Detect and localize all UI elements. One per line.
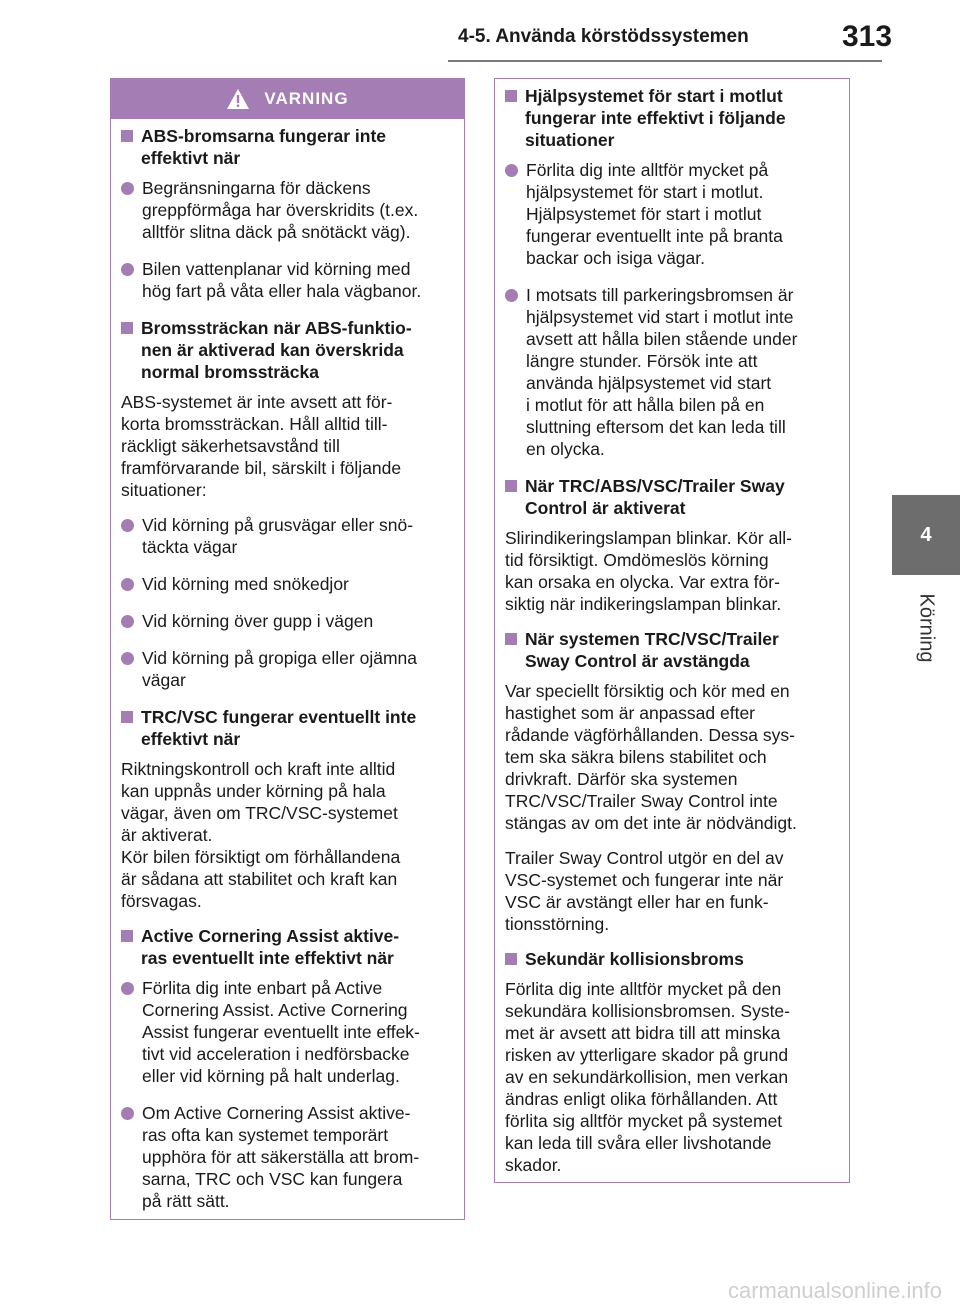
bullet-text: Om Active Cornering Assist aktive- ras ofta kan systemet temporärt upphöra för att säkerställa att brom- sarna, TRC och VSC kan fungera på rätt sätt. xyxy=(142,1103,420,1211)
subheading xyxy=(121,317,452,383)
bullet-text: Vid körning över gupp i vägen xyxy=(142,611,374,631)
paragraph: Slirindikeringslampan blinkar. Kör all- tid försiktigt. Omdömeslös körning kan orsaka en olycka. Var extra för- siktig när indikeringslampan blinkar. xyxy=(505,528,792,614)
square-bullet-icon xyxy=(505,90,517,102)
bullet-text: Förlita dig inte enbart på Active Cornering Assist. Active Cornering Assist fungerar eventuellt inte effek- tivt vid acceleration i nedförsbacke eller vid körning på halt underlag. xyxy=(142,978,420,1086)
warning-title: VARNING xyxy=(264,89,349,108)
bullet-item xyxy=(121,610,452,632)
section-title: 4-5. Använda körstödssystemen xyxy=(458,26,749,47)
bullet-text: Vid körning med snökedjor xyxy=(142,574,349,594)
subheading xyxy=(505,948,837,970)
subheading xyxy=(505,475,837,519)
bullet-item xyxy=(121,514,452,558)
square-bullet-icon xyxy=(505,953,517,965)
paragraph: Var speciellt försiktig och kör med en hastighet som är anpassad efter rådande vägförhållanden. Dessa sys- tem ska säkra bilens stabilitet och drivkraft. Därför ska systemen TRC/VSC/Trailer Sway Control inte stängas av om det inte är nödvändigt. xyxy=(505,681,797,833)
bullet-text: I motsats till parkeringsbromsen är hjälpsystemet vid start i motlut inte avsett att hålla bilen stående under längre stunder. Försök inte att använda hjälpsystemet vid start i motlut för att hålla bilen på en sluttning eftersom det kan leda till en olycka. xyxy=(526,285,798,459)
bullet-item xyxy=(121,1102,452,1212)
warning-content-left xyxy=(111,119,464,1212)
page-number: 313 xyxy=(842,20,893,53)
round-bullet-icon xyxy=(505,164,518,177)
bullet-item xyxy=(121,573,452,595)
round-bullet-icon xyxy=(121,578,134,591)
square-bullet-icon xyxy=(121,322,133,334)
warning-box-right xyxy=(494,78,850,1183)
round-bullet-icon xyxy=(121,652,134,665)
round-bullet-icon xyxy=(121,982,134,995)
watermark: carmanualsonline.info xyxy=(727,1278,942,1303)
subheading-text: Active Cornering Assist aktive- ras eventuellt inte effektivt när xyxy=(141,926,400,968)
paragraph: ABS-systemet är inte avsett att för- korta bromssträckan. Håll alltid till- räckligt säkerhetsavstånd till framförvarande bil, särskilt i följande situationer: xyxy=(121,392,402,500)
bullet-item xyxy=(121,177,452,243)
round-bullet-icon xyxy=(121,615,134,628)
bullet-item xyxy=(505,284,837,460)
bullet-text: Vid körning på grusvägar eller snö- täckta vägar xyxy=(142,515,414,557)
paragraph: Riktningskontroll och kraft inte alltid kan uppnås under körning på hala vägar, även om TRC/VSC-systemet är aktiverat. Kör bilen försiktigt om förhållandena är sådana att stabilitet och kraft kan försvagas. xyxy=(121,759,401,911)
warning-triangle-icon xyxy=(226,88,250,110)
chapter-tab xyxy=(892,495,960,575)
subheading-text: Bromssträckan när ABS-funktio- nen är aktiverad kan överskrida normal bromssträcka xyxy=(141,318,412,382)
square-bullet-icon xyxy=(121,711,133,723)
bullet-item xyxy=(121,258,452,302)
subheading xyxy=(121,925,452,969)
subheading xyxy=(121,706,452,750)
chapter-title: Körning xyxy=(915,593,938,663)
bullet-text: Vid körning på gropiga eller ojämna vägar xyxy=(142,648,417,690)
square-bullet-icon xyxy=(121,130,133,142)
bullet-item xyxy=(121,647,452,691)
subheading-text: Hjälpsystemet för start i motlut fungerar inte effektivt i följande situationer xyxy=(525,86,786,150)
subheading-text: Sekundär kollisionsbroms xyxy=(525,949,744,969)
bullet-item xyxy=(505,159,837,269)
bullet-text: Begränsningarna för däckens greppförmåga har överskridits (t.ex. alltför slitna däck på snötäckt väg). xyxy=(142,178,419,242)
square-bullet-icon xyxy=(121,930,133,942)
warning-header xyxy=(111,79,464,119)
warning-content-right xyxy=(495,79,849,1176)
subheading xyxy=(505,85,837,151)
subheading-text: TRC/VSC fungerar eventuellt inte effektivt när xyxy=(141,707,417,749)
paragraph: Trailer Sway Control utgör en del av VSC-systemet och fungerar inte när VSC är avstängt eller har en funk- tionsstörning. xyxy=(505,848,784,934)
subheading-text: ABS-bromsarna fungerar inte effektivt när xyxy=(141,126,387,168)
round-bullet-icon xyxy=(121,519,134,532)
subheading-text: När systemen TRC/VSC/Trailer Sway Control är avstängda xyxy=(525,629,779,671)
chapter-number: 4 xyxy=(920,523,932,546)
subheading xyxy=(121,125,452,169)
round-bullet-icon xyxy=(505,289,518,302)
paragraph: Förlita dig inte alltför mycket på den sekundära kollisionsbromsen. Syste- met är avsett att bidra till att minska risken av ytterligare skador på grund av en sekundärkollision, men verkan ändras enligt olika förhållanden. Att förlita sig alltför mycket på systemet kan leda till svåra eller livshotande skador. xyxy=(505,979,790,1175)
round-bullet-icon xyxy=(121,182,134,195)
bullet-item xyxy=(121,977,452,1087)
header-divider xyxy=(448,60,882,62)
subheading-text: När TRC/ABS/VSC/Trailer Sway Control är aktiverat xyxy=(525,476,785,518)
bullet-text: Förlita dig inte alltför mycket på hjälpsystemet för start i motlut. Hjälpsystemet för start i motlut fungerar eventuellt inte på branta backar och isiga vägar. xyxy=(526,160,783,268)
round-bullet-icon xyxy=(121,263,134,276)
warning-box-left xyxy=(110,78,465,1220)
square-bullet-icon xyxy=(505,633,517,645)
round-bullet-icon xyxy=(121,1107,134,1120)
square-bullet-icon xyxy=(505,480,517,492)
bullet-text: Bilen vattenplanar vid körning med hög fart på våta eller hala vägbanor. xyxy=(142,259,422,301)
subheading xyxy=(505,628,837,672)
